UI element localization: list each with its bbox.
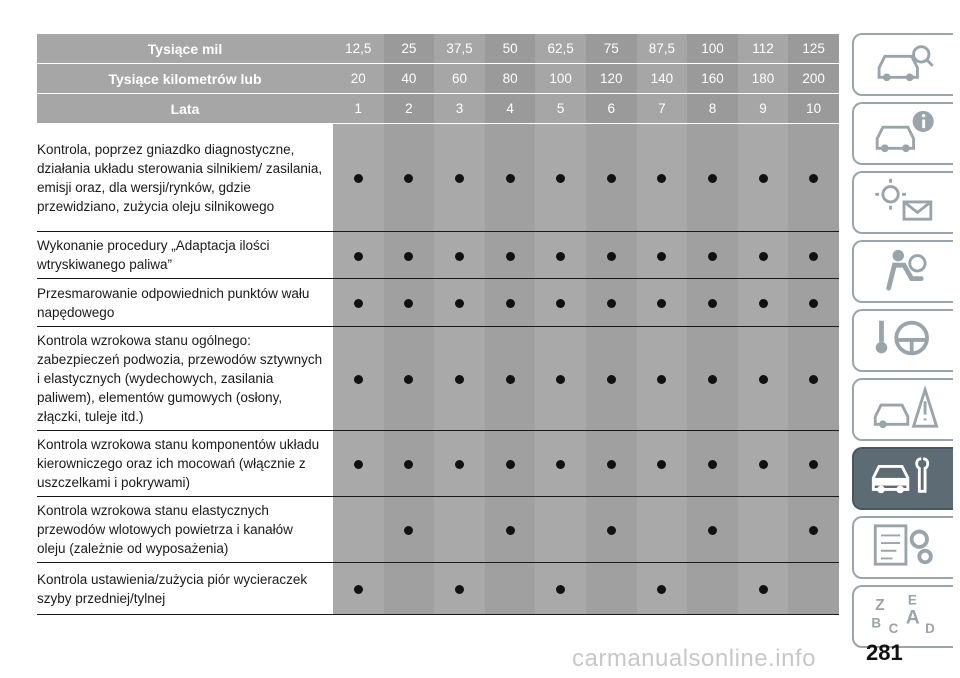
service-required-mark — [657, 585, 666, 594]
row-description: Przesmarowanie odpowiednich punktów wału napędowego — [37, 279, 333, 327]
interval-cell — [788, 327, 839, 431]
interval-cell — [687, 497, 738, 563]
car-search-icon — [869, 39, 939, 90]
row-description: Kontrola wzrokowa stanu ogólnego: zabezpieczeń podwozia, przewodów sztywnych i elastycznych (wydechowych, zasilania paliwem), elementów gumowych (osłony, złączki, tuleje itd.) — [37, 327, 333, 431]
interval-cell — [434, 497, 485, 563]
service-required-mark — [354, 174, 363, 183]
service-required-mark — [759, 174, 768, 183]
interval-cell — [738, 431, 789, 497]
service-required-mark — [607, 252, 616, 261]
service-required-mark — [809, 174, 818, 183]
table-row — [37, 497, 839, 563]
service-required-mark — [455, 585, 464, 594]
interval-cell — [586, 232, 637, 279]
service-required-mark — [708, 526, 717, 535]
airbag-person-icon — [869, 246, 939, 297]
service-required-mark — [607, 526, 616, 535]
header-label: Tysiące mil — [37, 34, 333, 64]
maintenance-schedule-table — [37, 34, 839, 615]
service-required-mark — [506, 375, 515, 384]
interval-cell — [687, 232, 738, 279]
header-value: 80 — [485, 64, 536, 94]
header-value: 5 — [535, 94, 586, 124]
service-required-mark — [657, 375, 666, 384]
service-required-mark — [556, 174, 565, 183]
service-required-mark — [354, 252, 363, 261]
interval-cell — [586, 124, 637, 232]
service-required-mark — [506, 174, 515, 183]
header-value: 10 — [788, 94, 839, 124]
interval-cell — [788, 431, 839, 497]
interval-cell — [687, 124, 738, 232]
service-required-mark — [708, 375, 717, 384]
interval-cell — [333, 327, 384, 431]
chapter-tab[interactable] — [852, 447, 953, 510]
service-required-mark — [708, 174, 717, 183]
service-required-mark — [556, 299, 565, 308]
service-required-mark — [506, 460, 515, 469]
interval-cell — [384, 279, 435, 327]
service-required-mark — [455, 460, 464, 469]
interval-cell — [485, 431, 536, 497]
interval-cell — [788, 232, 839, 279]
header-value: 200 — [788, 64, 839, 94]
car-accident-triangle-icon — [869, 384, 939, 435]
header-value: 160 — [687, 64, 738, 94]
service-required-mark — [404, 299, 413, 308]
service-required-mark — [556, 252, 565, 261]
header-value: 4 — [485, 94, 536, 124]
header-value: 40 — [384, 64, 435, 94]
header-value: 7 — [637, 94, 688, 124]
service-required-mark — [556, 460, 565, 469]
service-required-mark — [708, 460, 717, 469]
service-required-mark — [506, 526, 515, 535]
header-value: 12,5 — [333, 34, 384, 64]
service-required-mark — [404, 252, 413, 261]
interval-cell — [586, 327, 637, 431]
service-required-mark — [607, 174, 616, 183]
interval-cell — [738, 327, 789, 431]
service-required-mark — [809, 460, 818, 469]
header-value: 120 — [586, 64, 637, 94]
service-required-mark — [607, 375, 616, 384]
row-description: Kontrola ustawienia/zużycia piór wycieraczek szyby przedniej/tylnej — [37, 563, 333, 615]
service-required-mark — [809, 526, 818, 535]
interval-cell — [788, 563, 839, 615]
table-row — [37, 279, 839, 327]
page-number: 281 — [866, 640, 903, 665]
interval-cell — [586, 563, 637, 615]
interval-cell — [637, 497, 688, 563]
interval-cell — [485, 327, 536, 431]
service-required-mark — [556, 375, 565, 384]
header-label: Lata — [37, 94, 333, 124]
service-required-mark — [455, 252, 464, 261]
table-row — [37, 431, 839, 497]
interval-cell — [434, 327, 485, 431]
interval-cell — [434, 232, 485, 279]
interval-cell — [788, 279, 839, 327]
service-required-mark — [809, 299, 818, 308]
service-required-mark — [455, 174, 464, 183]
interval-cell — [333, 124, 384, 232]
service-required-mark — [455, 375, 464, 384]
service-required-mark — [759, 460, 768, 469]
interval-cell — [535, 431, 586, 497]
table-row — [37, 124, 839, 232]
service-required-mark — [657, 299, 666, 308]
chapter-tab[interactable] — [852, 378, 953, 441]
interval-cell — [637, 279, 688, 327]
svg-text:D: D — [924, 621, 935, 637]
service-required-mark — [354, 375, 363, 384]
header-value: 50 — [485, 34, 536, 64]
interval-cell — [333, 563, 384, 615]
header-value: 8 — [687, 94, 738, 124]
header-value: 20 — [333, 64, 384, 94]
header-row — [37, 94, 839, 124]
interval-cell — [738, 232, 789, 279]
chapter-tab[interactable] — [852, 102, 953, 165]
service-required-mark — [404, 375, 413, 384]
header-value: 62,5 — [535, 34, 586, 64]
car-wrench-icon — [869, 453, 939, 504]
row-description: Kontrola, poprzez gniazdko diagnostyczne, działania układu sterowania silnikiem/ zasilania, emisji oraz, dla wersji/rynków, gdzie przewidziano, zużycia oleju silnikowego — [37, 124, 333, 232]
service-required-mark — [506, 252, 515, 261]
header-value: 3 — [434, 94, 485, 124]
interval-cell — [434, 563, 485, 615]
chapter-tab[interactable] — [852, 309, 953, 372]
chapter-tab[interactable] — [852, 516, 953, 579]
chapter-sidebar — [852, 33, 960, 654]
interval-cell — [535, 327, 586, 431]
interval-cell — [384, 563, 435, 615]
chapter-tab[interactable] — [852, 33, 953, 96]
interval-cell — [788, 124, 839, 232]
interval-cell — [384, 232, 435, 279]
service-required-mark — [759, 252, 768, 261]
service-required-mark — [354, 460, 363, 469]
interval-cell — [637, 124, 688, 232]
service-required-mark — [404, 460, 413, 469]
specs-gears-icon — [869, 522, 939, 573]
header-value: 37,5 — [434, 34, 485, 64]
service-required-mark — [708, 299, 717, 308]
interval-cell — [586, 279, 637, 327]
service-required-mark — [708, 252, 717, 261]
service-required-mark — [607, 299, 616, 308]
header-value: 100 — [535, 64, 586, 94]
interval-cell — [586, 431, 637, 497]
svg-text:Z: Z — [874, 597, 885, 615]
interval-cell — [637, 431, 688, 497]
header-value: 140 — [637, 64, 688, 94]
interval-cell — [384, 124, 435, 232]
interval-cell — [535, 279, 586, 327]
table-row — [37, 232, 839, 279]
header-value: 75 — [586, 34, 637, 64]
interval-cell — [434, 431, 485, 497]
table-row — [37, 327, 839, 431]
interval-cell — [738, 497, 789, 563]
header-value: 2 — [384, 94, 435, 124]
car-info-icon — [869, 108, 939, 159]
interval-cell — [384, 431, 435, 497]
header-value: 125 — [788, 34, 839, 64]
row-description: Wykonanie procedury „Adaptacja ilości wtryskiwanego paliwa” — [37, 232, 333, 279]
service-required-mark — [657, 174, 666, 183]
service-required-mark — [759, 299, 768, 308]
service-required-mark — [354, 299, 363, 308]
service-required-mark — [455, 299, 464, 308]
interval-cell — [687, 279, 738, 327]
service-required-mark — [759, 585, 768, 594]
chapter-tab[interactable] — [852, 171, 953, 234]
header-value: 6 — [586, 94, 637, 124]
interval-cell — [333, 431, 384, 497]
header-value: 112 — [738, 34, 789, 64]
service-required-mark — [354, 585, 363, 594]
interval-cell — [738, 563, 789, 615]
chapter-tab[interactable] — [852, 240, 953, 303]
service-required-mark — [556, 585, 565, 594]
header-row — [37, 64, 839, 94]
interval-cell — [687, 563, 738, 615]
chapter-tab[interactable] — [852, 585, 953, 648]
table-row — [37, 563, 839, 615]
interval-cell — [535, 497, 586, 563]
alphabet-index-icon — [869, 591, 939, 642]
service-required-mark — [404, 526, 413, 535]
service-required-mark — [657, 252, 666, 261]
svg-text:C: C — [888, 621, 898, 637]
service-required-mark — [404, 174, 413, 183]
row-description: Kontrola wzrokowa stanu komponentów układu kierowniczego oraz ich mocowań (włącznie z uszczelkami i pokrywami) — [37, 431, 333, 497]
interval-cell — [738, 124, 789, 232]
interval-cell — [738, 279, 789, 327]
interval-cell — [687, 327, 738, 431]
header-row — [37, 34, 839, 64]
interval-cell — [333, 497, 384, 563]
interval-cell — [485, 232, 536, 279]
header-value: 1 — [333, 94, 384, 124]
header-value: 87,5 — [637, 34, 688, 64]
interval-cell — [687, 431, 738, 497]
header-value: 9 — [738, 94, 789, 124]
interval-cell — [535, 563, 586, 615]
interval-cell — [535, 232, 586, 279]
interval-cell — [384, 497, 435, 563]
steering-wheel-key-icon — [869, 315, 939, 366]
service-required-mark — [506, 299, 515, 308]
interval-cell — [333, 279, 384, 327]
service-required-mark — [607, 460, 616, 469]
interval-cell — [637, 232, 688, 279]
interval-cell — [434, 124, 485, 232]
watermark: carmanualsonline.info — [572, 645, 816, 672]
svg-text:E: E — [907, 592, 917, 608]
header-value: 25 — [384, 34, 435, 64]
service-required-mark — [809, 252, 818, 261]
interval-cell — [485, 563, 536, 615]
svg-text:B: B — [870, 615, 881, 631]
interval-cell — [788, 497, 839, 563]
interval-cell — [485, 497, 536, 563]
interval-cell — [535, 124, 586, 232]
warning-lights-icon — [869, 177, 939, 228]
header-value: 180 — [738, 64, 789, 94]
header-value: 100 — [687, 34, 738, 64]
service-required-mark — [759, 375, 768, 384]
interval-cell — [333, 232, 384, 279]
interval-cell — [485, 279, 536, 327]
header-value: 60 — [434, 64, 485, 94]
service-required-mark — [657, 460, 666, 469]
interval-cell — [637, 327, 688, 431]
interval-cell — [384, 327, 435, 431]
row-description: Kontrola wzrokowa stanu elastycznych przewodów wlotowych powietrza i kanałów oleju (zależnie od wyposażenia) — [37, 497, 333, 563]
svg-text:A: A — [905, 607, 920, 629]
interval-cell — [586, 497, 637, 563]
header-label: Tysiące kilometrów lub — [37, 64, 333, 94]
interval-cell — [434, 279, 485, 327]
interval-cell — [637, 563, 688, 615]
service-required-mark — [809, 375, 818, 384]
interval-cell — [485, 124, 536, 232]
